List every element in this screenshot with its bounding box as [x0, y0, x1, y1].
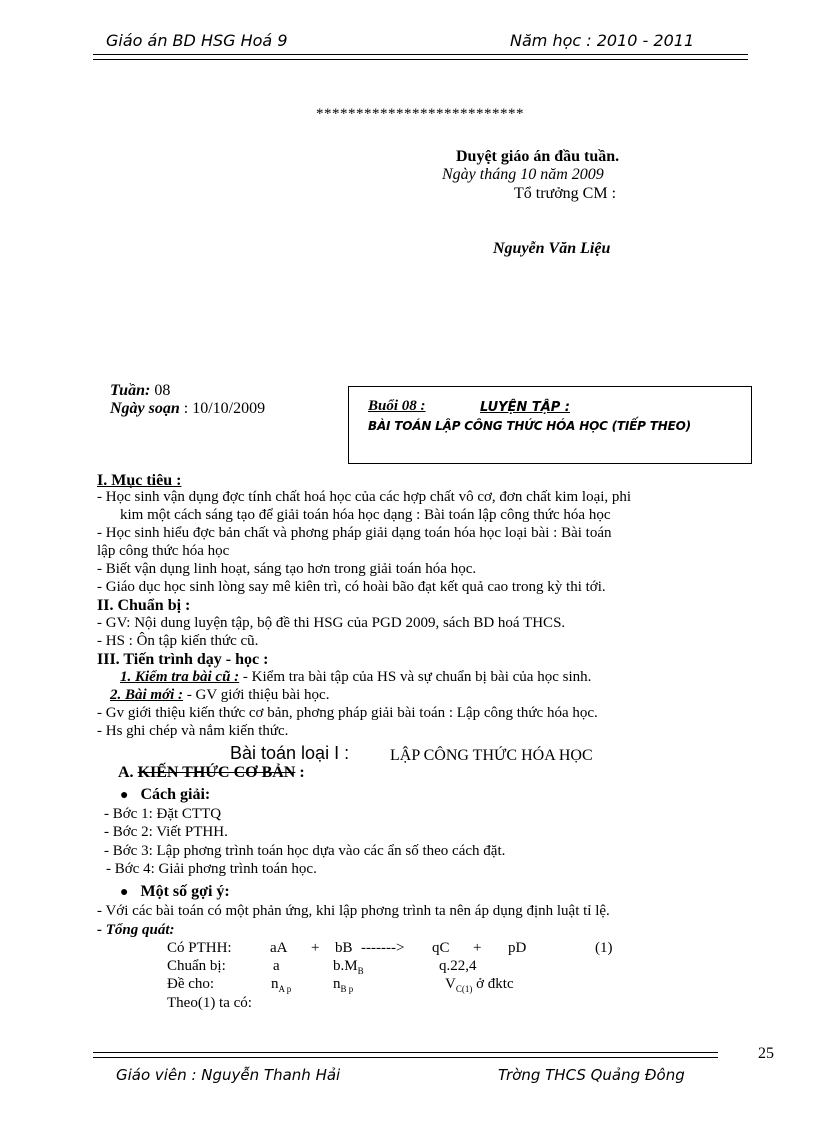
- method-title: Cách giải:: [140, 786, 211, 803]
- section-a-prefix: A.: [118, 764, 134, 781]
- formula-nB-sub: B p: [340, 984, 354, 994]
- formula-arrow: ------->: [361, 940, 405, 956]
- approval-name: Nguyễn Văn Liệu: [493, 240, 611, 257]
- general-label: - Tổng quát:: [97, 922, 175, 938]
- s1-line-5: - Biết vận dụng linh hoạt, sáng tạo hơn trong giải toán hóa học.: [97, 561, 477, 577]
- s1-line-4: lập công thức hóa học: [97, 543, 230, 559]
- method-heading: [120, 786, 210, 804]
- date-label: Ngày soạn: [110, 400, 180, 417]
- formula-bB: bB: [335, 940, 353, 956]
- step-4: - Bớc 4: Giải phơng trình toán học.: [106, 861, 317, 877]
- formula-bM-sub: B: [357, 966, 364, 976]
- s3-item-2-label: 2. Bài mới :: [110, 687, 184, 703]
- approval-title: Duyệt giáo án đầu tuần.: [456, 148, 620, 165]
- bullet-icon: ●: [120, 788, 129, 803]
- section-2-heading: II. Chuẩn bị :: [97, 597, 191, 614]
- footer-right: Trờng THCS Quảng Đông: [498, 1066, 685, 1084]
- section-1-heading: [97, 472, 181, 490]
- formula-row-2-label: Chuẩn bị:: [167, 958, 226, 974]
- footer-left: Giáo viên : Nguyễn Thanh Hải: [116, 1066, 341, 1084]
- s3-item-1-label: 1. Kiểm tra bài cũ :: [120, 669, 240, 685]
- s3-line-1: - Gv giới thiệu kiến thức cơ bản, phơng pháp giải bài toán : Lập công thức hóa học.: [97, 705, 598, 721]
- star-separator: **************************: [316, 106, 524, 122]
- formula-plus-1: +: [311, 940, 320, 956]
- header-rule: [93, 54, 748, 60]
- page-number: 25: [758, 1045, 774, 1062]
- header-right: Năm học : 2010 - 2011: [510, 31, 695, 50]
- formula-V-sub: C(1): [455, 984, 473, 994]
- session-title-2: BÀI TOÁN LẬP CÔNG THỨC HÓA HỌC (TIẾP THEO): [368, 419, 691, 433]
- formula-row-3-label: Đề cho:: [167, 976, 215, 992]
- s1-line-2: kim một cách sáng tạo để giải toán hóa học dạng : Bài toán lập công thức hóa học: [120, 507, 611, 523]
- footer-rule: [93, 1052, 718, 1058]
- formula-q: q.22,4: [439, 958, 477, 974]
- section-1-heading-text: I. Mục tiêu :: [97, 472, 182, 489]
- section-a-title: KIẾN THỨC CƠ BẢN: [137, 764, 296, 781]
- formula-aA: aA: [270, 940, 288, 956]
- formula-qC: qC: [432, 940, 450, 956]
- formula-equation-number: (1): [595, 940, 613, 956]
- s3-item-1-text: - Kiểm tra bài tập của HS và sự chuẩn bị bài của học sinh.: [239, 669, 592, 685]
- formula-row-1-label: Có PTHH:: [167, 940, 232, 956]
- formula-bM-text: b.M: [333, 958, 358, 974]
- formula-V-text: V: [445, 976, 456, 992]
- date-line: [110, 400, 265, 418]
- approval-date: Ngày tháng 10 năm 2009: [442, 166, 604, 183]
- session-title-1: LUYỆN TẬP :: [480, 400, 571, 415]
- hints-line: - Với các bài toán có một phản ứng, khi lập phơng trình ta nên áp dụng định luật tỉ lệ.: [97, 903, 610, 919]
- week-label: Tuần:: [110, 382, 151, 399]
- formula-a: a: [273, 958, 280, 974]
- step-2: - Bớc 2: Viết PTHH.: [104, 824, 228, 840]
- formula-nA: [271, 976, 291, 998]
- s1-line-6: - Giáo dục học sinh lòng say mê kiên trì, có hoài bão đạt kết quả cao trong kỳ thi tới.: [97, 579, 606, 595]
- week-line: [110, 382, 170, 400]
- lesson-type-label: Bài toán loại I :: [230, 743, 350, 763]
- s2-line-2: - HS : Ôn tập kiến thức cũ.: [97, 633, 259, 649]
- formula-V-tail: ở đktc: [472, 976, 514, 992]
- header-left: Giáo án BD HSG Hoá 9: [106, 31, 288, 50]
- hints-heading: [120, 883, 230, 901]
- session-label: Buổi 08 :: [368, 398, 426, 414]
- section-3-heading: III. Tiến trình dạy - học :: [97, 651, 269, 668]
- s3-item-1: [120, 669, 591, 686]
- step-1: - Bớc 1: Đặt CTTQ: [104, 806, 222, 822]
- week-value: 08: [154, 382, 171, 399]
- s3-item-2: [110, 687, 329, 704]
- formula-V: [445, 976, 514, 998]
- s3-line-2: - Hs ghi chép và nắm kiến thức.: [97, 723, 289, 739]
- formula-nB: [333, 976, 353, 998]
- s1-line-3: - Học sinh hiểu đợc bản chất và phơng pháp giải dạng toán hóa học loại bài : Bài toán: [97, 525, 612, 541]
- formula-nA-text: n: [271, 976, 279, 992]
- step-3: - Bớc 3: Lập phơng trình toán học dựa vào các ẩn số theo cách đặt.: [104, 843, 506, 859]
- lesson-type-title: LẬP CÔNG THỨC HÓA HỌC: [390, 747, 593, 764]
- date-value: : 10/10/2009: [183, 400, 266, 417]
- s2-line-1: - GV: Nội dung luyện tập, bộ đề thi HSG của PGD 2009, sách BD hoá THCS.: [97, 615, 566, 631]
- bullet-icon: ●: [120, 885, 129, 900]
- approval-role: Tổ trưởng CM :: [514, 185, 617, 202]
- formula-pD: pD: [508, 940, 527, 956]
- formula-nA-sub: A p: [278, 984, 292, 994]
- section-a-colon: :: [295, 764, 305, 781]
- s1-line-1: - Học sinh vận dụng đợc tính chất hoá học của các hợp chất vô cơ, đơn chất kim loại, phi: [97, 489, 632, 505]
- formula-nB-text: n: [333, 976, 341, 992]
- s3-item-2-text: - GV giới thiệu bài học.: [183, 687, 330, 703]
- section-a-heading: [118, 764, 305, 782]
- formula-plus-2: +: [473, 940, 482, 956]
- hints-title: Một số gợi ý:: [140, 883, 230, 900]
- formula-row-4-label: Theo(1) ta có:: [167, 995, 252, 1011]
